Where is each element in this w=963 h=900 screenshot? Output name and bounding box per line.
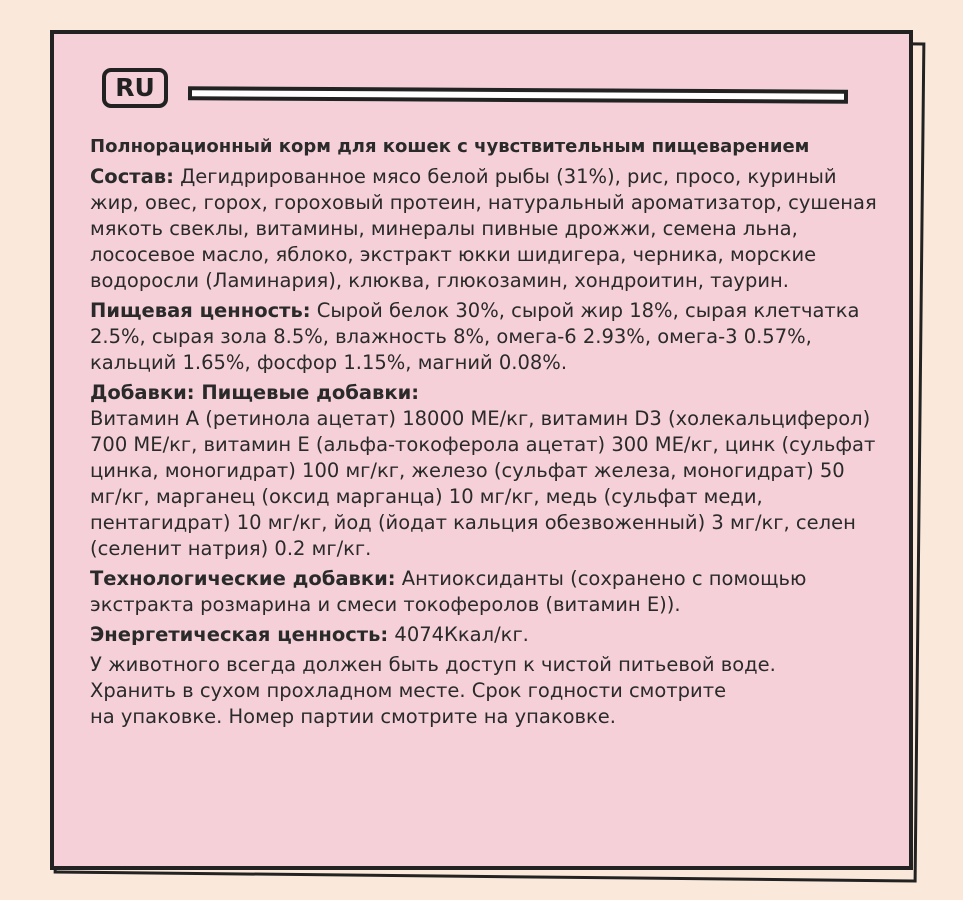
label-content — [90, 134, 880, 734]
footer-notes — [90, 652, 880, 730]
tech-additives-text: Антиоксиданты (сохранено с помощью экстракта розмарина и смеси токоферолов (витамин Е)). — [90, 567, 807, 616]
composition-text: Дегидрированное мясо белой рыбы (31%), рис, просо, куриный жир, овес, горох, гороховый протеин, натуральный ароматизатор, сушеная мякоть свеклы, витамины, минералы пивные дрожжи, семена льна, лососевое масло, яблоко, экстракт юкки шидигера, черника, морские водоросли (Ламинария), клюква, глюкозамин, хондроитин, таурин. — [90, 165, 877, 292]
nutrition-section — [90, 298, 880, 376]
product-title: Полнорационный корм для кошек с чувствительным пищеварением — [90, 136, 810, 157]
composition-label: Состав: — [90, 165, 174, 188]
tech-additives-label: Технологические добавки: — [90, 567, 396, 590]
energy-label: Энергетическая ценность: — [90, 623, 389, 646]
additives-text: Витамин А (ретинола ацетат) 18000 МЕ/кг, витамин D3 (холекальциферол) 700 МЕ/кг, витамин Е (альфа-токоферола ацетат) 300 МЕ/кг, цинк (сульфат цинка, моногидрат) 100 мг/кг, железо (сульфат железа, моногидрат) 50 мг/кг, марганец (оксид марганца) 10 мг/кг, медь (сульфат меди, пентагидрат) 10 мг/кг, йод (йодат кальция обезвоженный) 3 мг/кг, селен (селенит натрия) 0.2 мг/кг. — [90, 407, 876, 560]
nutrition-label: Пищевая ценность: — [90, 299, 311, 322]
footer-line-storage: Хранить в сухом прохладном месте. Срок годности смотрите — [90, 679, 727, 702]
additives-label: Добавки: Пищевые добавки: — [90, 381, 420, 404]
additives-section — [90, 380, 880, 562]
composition-section — [90, 164, 880, 294]
tech-additives-section — [90, 566, 880, 618]
energy-text: 4074Ккал/кг. — [388, 623, 529, 646]
language-badge: RU — [102, 68, 168, 108]
footer-line-batch: на упаковке. Номер партии смотрите на упаковке. — [90, 705, 617, 728]
energy-section — [90, 622, 880, 648]
footer-line-water: У животного всегда должен быть доступ к чистой питьевой воде. — [90, 653, 776, 676]
nutrition-text: Сырой белок 30%, сырой жир 18%, сырая клетчатка 2.5%, сырая зола 8.5%, влажность 8%, омега-6 2.93%, омега-3 0.57%, кальций 1.65%, фосфор 1.15%, магний 0.08%. — [90, 299, 860, 374]
